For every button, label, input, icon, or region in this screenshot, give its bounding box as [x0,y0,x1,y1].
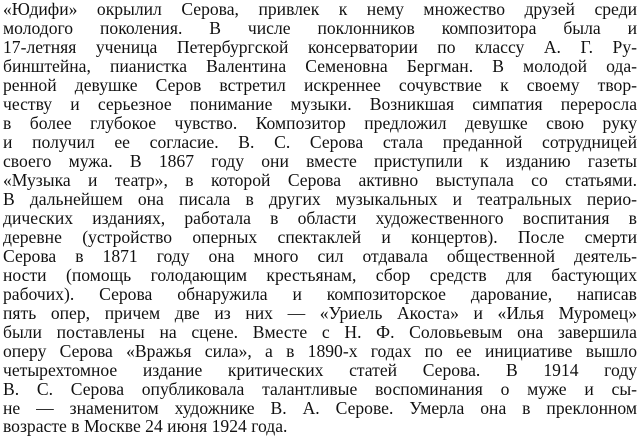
text-line: 17-летняя ученица Петербургской консерватории по классу А. Г. Ру- [3,37,637,57]
text-line: бинштейна, пианистка Валентина Семеновна Бергман. В молодой ода- [3,56,637,76]
text-line: В дальнейшем она писала в других музыкальных и театральных перио- [3,189,637,209]
text-line: в более глубокое чувство. Композитор предложил девушке свою руку [3,113,637,133]
text-line: и получил ее согласие. В. С. Серова стала преданной сотрудницей [3,132,637,152]
text-line: оперу Серова «Вражья сила», а в 1890-х годах по ее инициативе вышло [3,341,637,361]
text-line: Серова в 1871 году она много сил отдавала общественной деятель- [3,246,637,266]
text-line: рабочих). Серова обнаружила и композиторское дарование, написав [3,284,637,304]
text-line: своего мужа. В 1867 году они вместе приступили к изданию газеты [3,151,637,171]
text-line: «Музыка и театр», в которой Серова активно выступала со статьями. [3,170,637,190]
text-line: были поставлены на сцене. Вместе с Н. Ф. Соловьевым она завершила [3,322,637,342]
text-line: молодого поколения. В числе поклонников композитора была и [3,18,637,38]
text-line: пять опер, причем две из них — «Уриель Акоста» и «Илья Муромец» [3,303,637,323]
text-line: В. С. Серова опубликовала талантливые воспоминания о муже и сы- [3,379,637,399]
text-line: честву и серьезное понимание музыки. Возникшая симпатия переросла [3,94,637,114]
text-line: «Юдифи» окрылил Серова, привлек к нему множество друзей среди [3,0,637,19]
text-line: ренной девушке Серов встретил искреннее сочувствие к своему твор- [3,75,637,95]
text-line: возрасте в Москве 24 июня 1924 года. [3,416,288,436]
text-line: не — знаменитом художнике В. А. Серове. Умерла она в преклонном [3,398,637,418]
text-line: четырехтомное издание критических статей Серова. В 1914 году [3,360,637,380]
text-line: дических изданиях, работала в области художественного воспитания в [3,208,637,228]
text-line: деревне (устройство оперных спектаклей и концертов). После смерти [3,227,637,247]
text-line: ности (помощь голодающим крестьянам, сбор средств для бастующих [3,265,637,285]
